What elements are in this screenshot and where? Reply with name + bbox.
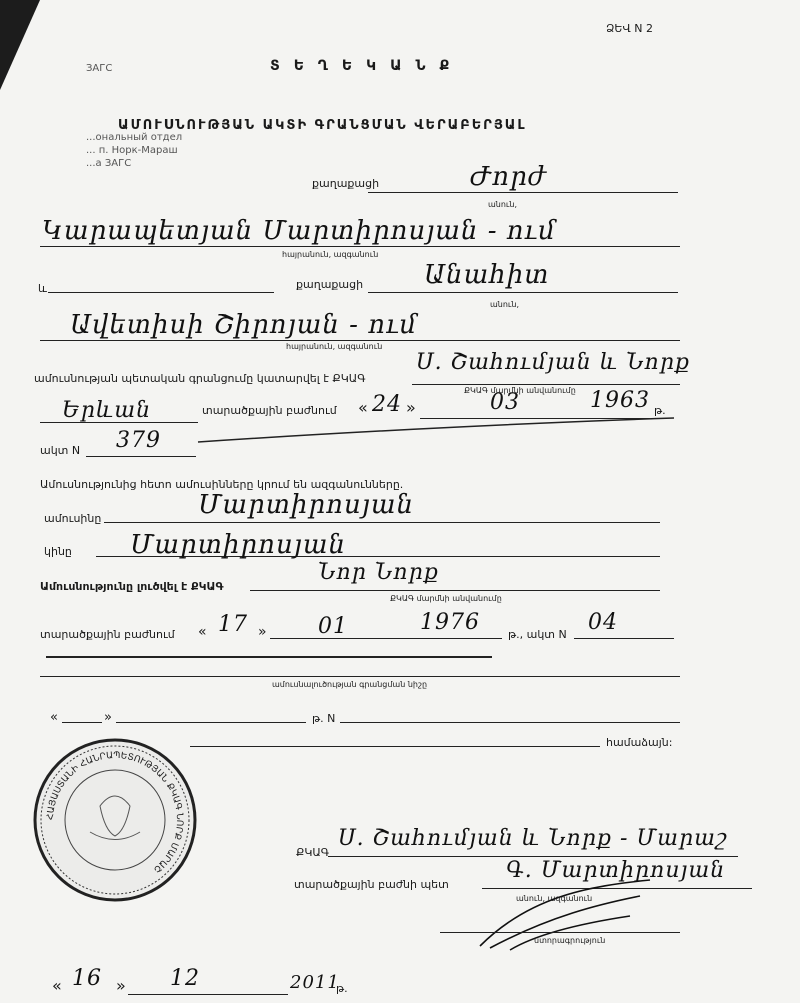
signature-head-caption: անուն, ազգանուն (516, 894, 593, 903)
registration-text: ամուսնության պետական գրանցումը կատարվել է ՔԿԱԳ (34, 372, 366, 385)
spouse1-name-caption: անուն, (488, 200, 518, 209)
husband-label: ամուսինը (44, 512, 102, 525)
blank-for-label: համաձայն: (606, 736, 673, 749)
dissolution-territory-label: տարածքային բաժնում (40, 628, 175, 641)
husband-surname: Մարտիրոսյան (198, 490, 415, 520)
blank-quote-close: » (104, 710, 112, 725)
dissolution-quote-close: » (258, 624, 267, 640)
registration-month: 03 (490, 390, 520, 415)
blank-quote-open: « (50, 710, 58, 725)
signature-head-name: Գ. Մարտիրոսյան (506, 858, 726, 883)
signature-office: Ս. Շահումյան և Նորք - Մարաշ (338, 826, 728, 851)
dissolution-label: Ամուսնությունը լուծվել է ՔԿԱԳ (40, 580, 224, 593)
spouse2-given-name: Անահիտ (424, 260, 550, 290)
registration-act-number: 379 (116, 428, 161, 453)
registration-quote-open: « (358, 398, 368, 417)
spouse1-surname-caption: հայրանուն, ազգանուն (282, 250, 379, 259)
issue-year: 2011 (290, 972, 340, 993)
scan-corner-shadow (0, 0, 40, 90)
dissolution-year: 1976 (420, 610, 480, 635)
faded-stamp-line: ... п. Норк-Мараш (86, 145, 178, 156)
registration-day: 24 (372, 392, 402, 417)
signature-caption: ստորագրություն (534, 936, 606, 945)
official-seal (30, 736, 200, 904)
registration-quote-close: » (406, 398, 416, 417)
registration-city: Երևան (62, 398, 152, 423)
wife-label: կինը (44, 545, 72, 558)
faded-stamp (86, 62, 182, 170)
dissolution-month: 01 (318, 614, 348, 639)
spouse1-full-name: Կարապետյան Մարտիրոսյան - ում (42, 216, 556, 246)
issue-quote-open: « (52, 976, 62, 995)
issue-month: 12 (170, 966, 200, 991)
spouse2-name-caption: անուն, (490, 300, 520, 309)
wife-surname: Մարտիրոսյան (130, 530, 347, 560)
issue-quote-close: » (116, 976, 126, 995)
dissolution-quote-open: « (198, 624, 207, 640)
dissolution-act-number: 04 (588, 610, 618, 635)
issue-day: 16 (72, 966, 102, 991)
signature-head-label: տարածքային բաժնի պետ (294, 878, 449, 891)
dissolution-day: 17 (218, 612, 248, 637)
faded-stamp-line: ...а ЗАГС (86, 158, 132, 169)
form-number: ՁԵՎ N 2 (606, 22, 653, 35)
dissolution-office: Նոր Նորք (318, 560, 439, 585)
document-subtitle: ԱՄՈՒՍՆՈՒԹՅԱՆ ԱԿՏԻ ԳՐԱՆՑՄԱՆ ՎԵՐԱԲԵՐՅԱԼ (118, 118, 527, 133)
dissolution-year-suffix: թ., ակտ N (508, 628, 567, 641)
registration-office: Ս. Շահումյան և Նորք (416, 350, 690, 375)
ink-underline (196, 416, 676, 446)
spouse2-full-name: Ավետիսի Շիրոյան - ում (70, 310, 418, 340)
seal-ring-text: ՀԱՅԱՍՏԱՆԻ ՀԱՆՐԱՊԵՏՈՒԹՅԱՆ ՔԿԱԳ ՆՈՐՔ ՄԱՐԱՇ (45, 750, 185, 875)
faded-stamp-line: ЗАГС (86, 63, 113, 74)
conjunction-and: և (38, 282, 47, 295)
signature-office-label: ՔԿԱԳ (296, 846, 330, 859)
issue-year-suffix: թ. (336, 982, 348, 995)
dissolution-record-caption: ամուսնալուծության գրանցման նիշը (272, 680, 428, 689)
dissolution-office-caption: ՔԿԱԳ մարմնի անվանումը (390, 594, 502, 603)
spouse1-given-name: Ժորժ (470, 162, 547, 192)
registration-territory-label: տարածքային բաժնում (202, 404, 337, 417)
registration-year: 1963 (590, 388, 650, 413)
after-marriage-text: Ամուսնությունից հետո ամուսինները կրում են ազգանունները. (40, 478, 404, 491)
faded-stamp-line: ...ональный отдел (86, 132, 183, 143)
blank-year-suffix: թ. N (312, 712, 336, 725)
registration-year-suffix: թ. (654, 404, 666, 417)
spouse2-citizen-label: քաղաքացի (296, 278, 364, 291)
registration-office-caption: ՔԿԱԳ մարմնի անվանումը (464, 386, 576, 395)
spouse1-citizen-label: քաղաքացի (312, 177, 380, 190)
registration-act-label: ակտ N (40, 444, 81, 457)
spouse2-surname-caption: հայրանուն, ազգանուն (286, 342, 383, 351)
document-title: ՏԵՂԵԿԱՆՔ (270, 58, 464, 74)
